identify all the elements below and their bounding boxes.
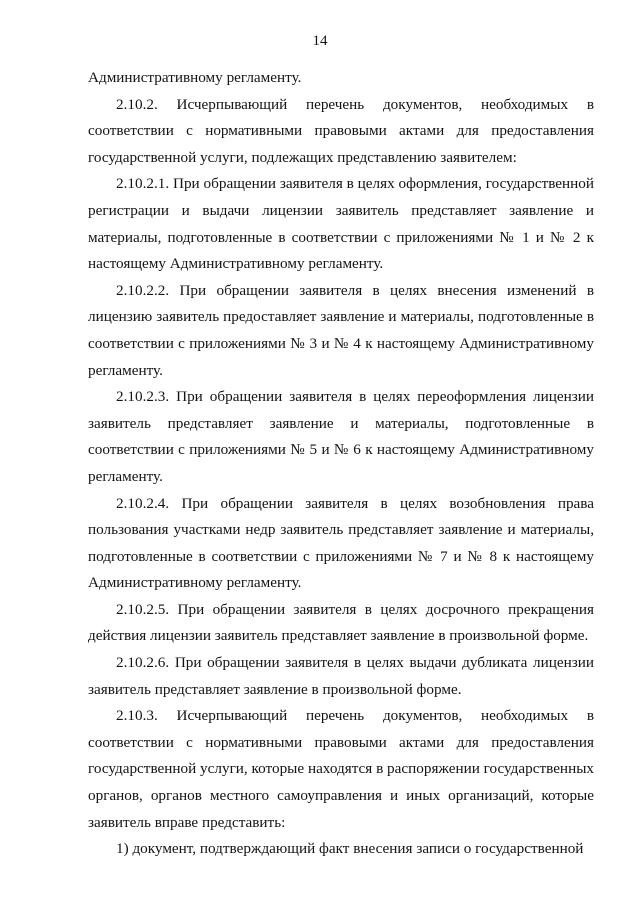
page-number: 14 <box>312 33 328 49</box>
list-item-1: 1) документ, подтверждающий факт внесения записи о государственной <box>116 840 584 858</box>
paragraph-2-10-2-2: 2.10.2.2. При обращении заявителя в целях внесения изменений в лицензию заявитель предоставляет заявление и материалы, подготовленные в соответствии с приложениями № 3 и № 4 к настоящему Административному регламенту. <box>88 281 594 379</box>
paragraph-continuation: Административному регламенту. <box>88 69 302 86</box>
paragraph-2-10-2-1: 2.10.2.1. При обращении заявителя в целях оформления, государственной регистрации и выдачи лицензии заявитель представляет заявление и материалы, подготовленные в соответствии с приложениями № 1 и № 2 к настоящему Административному регламенту. <box>88 175 594 273</box>
paragraph-2-10-2-5: 2.10.2.5. При обращении заявителя в целях досрочного прекращения действия лицензии заявитель представляет заявление в произвольной форме. <box>88 600 594 645</box>
paragraph-2-10-2-3: 2.10.2.3. При обращении заявителя в целях переоформления лицензии заявитель представляет заявление и материалы, подготовленные в соответствии с приложениями № 5 и № 6 к настоящему Административному регламенту. <box>88 388 594 485</box>
document-body <box>88 65 594 863</box>
paragraph-2-10-2-6: 2.10.2.6. При обращении заявителя в целях выдачи дубликата лицензии заявитель представляет заявление в произвольной форме. <box>88 654 594 698</box>
paragraph-2-10-2-4: 2.10.2.4. При обращении заявителя в целях возобновления права пользования участками недр заявитель представляет заявление и материалы, подготовленные в соответствии с приложениями № 7 и № 8 к настоящему Административному регламенту. <box>88 494 594 592</box>
paragraph-2-10-2: 2.10.2. Исчерпывающий перечень документов, необходимых в соответствии с нормативными правовыми актами для предоставления государственной услуги, подлежащих представлению заявителем: <box>88 95 594 166</box>
paragraph-2-10-3: 2.10.3. Исчерпывающий перечень документов, необходимых в соответствии с нормативными правовыми актами для предоставления государственной услуги, которые находятся в распоряжении государственных органов, органов местного самоуправления и иных организаций, которые заявитель вправе представить: <box>88 707 594 831</box>
